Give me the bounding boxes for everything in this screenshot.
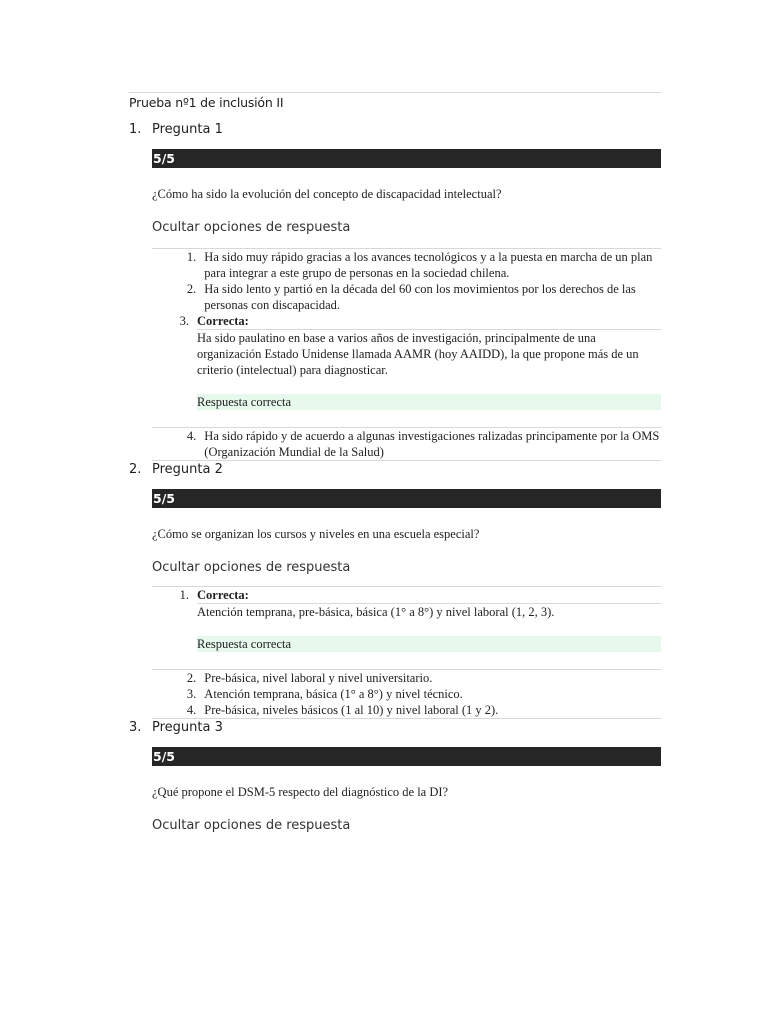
option-text: Ha sido paulatino en base a varios años de investigación, principalmente de una organización Estado Unidense llamada AAMR (hoy AAIDD), la que propone más de un criterio (intelectual) para diagnosticar. (197, 329, 661, 378)
question-label: Pregunta 3 (152, 720, 223, 735)
hide-options-toggle[interactable]: Ocultar opciones de respuesta (152, 818, 351, 833)
score-bar: 5/5 (152, 149, 661, 168)
option-item[interactable] (152, 702, 661, 718)
answer-options (152, 586, 661, 719)
score-bar: 5/5 (152, 489, 661, 508)
option-text: Ha sido rápido y de acuerdo a algunas investigaciones ralizadas principamente por la OMS (Organización Mundial de la Salud) (204, 429, 660, 459)
question-3 (129, 719, 661, 835)
question-text: ¿Cómo ha sido la evolución del concepto de discapacidad intelectual? (152, 187, 502, 201)
option-item-correct[interactable] (152, 587, 661, 669)
option-number: 1. (179, 588, 189, 602)
option-number: 3. (186, 687, 197, 701)
option-number: 4. (186, 703, 197, 717)
option-item-correct[interactable] (152, 313, 661, 427)
question-header (129, 719, 661, 737)
question-number: 2. (129, 462, 142, 477)
question-header (129, 121, 661, 139)
answer-options (152, 248, 661, 461)
top-divider (129, 92, 661, 93)
option-number: 4. (186, 429, 197, 443)
option-text: Pre-básica, nivel laboral y nivel universitario. (204, 671, 433, 685)
option-item[interactable] (152, 249, 661, 281)
option-text: Ha sido muy rápido gracias a los avances tecnológicos y a la puesta en marcha de un plan para integrar a este grupo de personas en la sociedad chilena. (204, 250, 653, 280)
question-label: Pregunta 2 (152, 462, 223, 477)
option-number: 3. (179, 314, 189, 328)
option-text: Ha sido lento y partió en la década del 60 con los movimientos por los derechos de las personas con discapacidad. (204, 282, 636, 312)
option-item[interactable] (152, 281, 661, 313)
question-text: ¿Qué propone el DSM-5 respecto del diagnóstico de la DI? (152, 785, 449, 799)
question-number: 3. (129, 720, 142, 735)
question-2 (129, 461, 661, 719)
option-number: 1. (186, 250, 197, 264)
option-text: Atención temprana, básica (1° a 8°) y nivel técnico. (204, 687, 463, 701)
option-text: Pre-básica, niveles básicos (1 al 10) y nivel laboral (1 y 2). (204, 703, 499, 717)
option-item[interactable] (152, 669, 661, 686)
option-text: Atención temprana, pre-básica, básica (1° a 8°) y nivel laboral (1, 2, 3). (197, 603, 661, 620)
question-header (129, 461, 661, 479)
score-bar: 5/5 (152, 747, 661, 766)
hide-options-toggle[interactable]: Ocultar opciones de respuesta (152, 560, 351, 575)
question-text: ¿Cómo se organizan los cursos y niveles en una escuela especial? (152, 527, 480, 541)
quiz-document (129, 92, 661, 835)
option-number: 2. (186, 282, 197, 296)
option-item[interactable] (152, 686, 661, 702)
question-1 (129, 121, 661, 461)
correct-label: Correcta: (197, 588, 249, 602)
hide-options-toggle[interactable]: Ocultar opciones de respuesta (152, 220, 351, 235)
question-number: 1. (129, 122, 142, 137)
document-title: Prueba nº1 de inclusión II (129, 95, 284, 110)
correct-label: Correcta: (197, 314, 249, 328)
option-item[interactable] (152, 427, 661, 460)
correct-answer-badge: Respuesta correcta (197, 636, 661, 652)
question-label: Pregunta 1 (152, 122, 223, 137)
correct-answer-badge: Respuesta correcta (197, 394, 661, 410)
option-number: 2. (186, 671, 197, 685)
